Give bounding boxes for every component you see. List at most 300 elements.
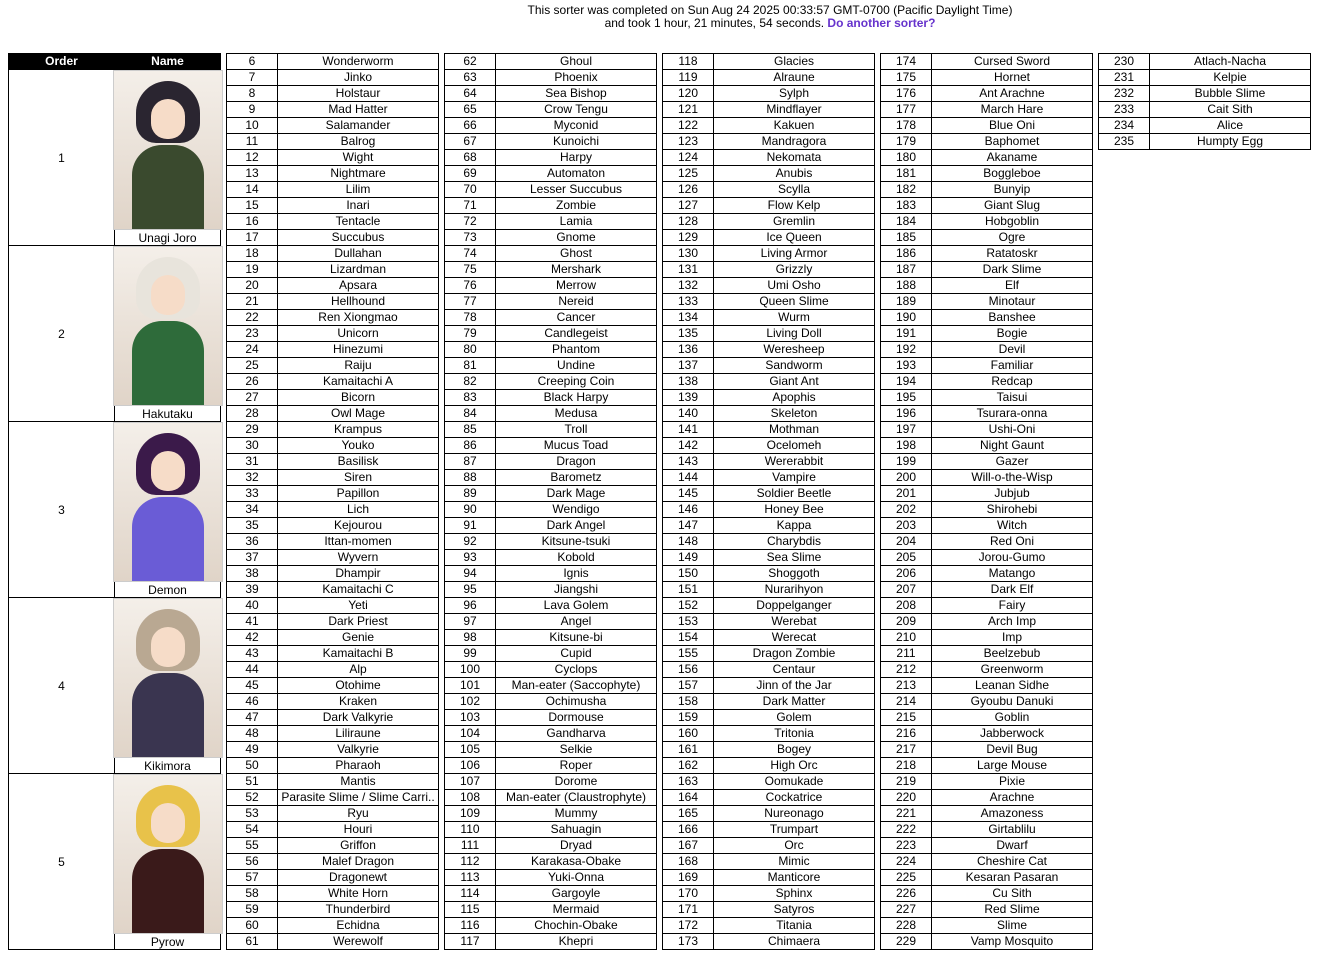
rank-number: 21 [227, 294, 278, 310]
table-row [881, 294, 1093, 310]
rank-number: 108 [445, 790, 496, 806]
rank-number: 17 [227, 230, 278, 246]
character-name: Oomukade [714, 774, 875, 790]
rank-number: 61 [227, 934, 278, 950]
table-row [445, 870, 657, 886]
character-name: Baphomet [932, 134, 1093, 150]
character-name: Jubjub [932, 486, 1093, 502]
rank-number: 34 [227, 502, 278, 518]
character-name: Ren Xiongmao [278, 310, 439, 326]
character-portrait [113, 70, 223, 230]
table-row [663, 870, 875, 886]
character-cell [115, 422, 221, 598]
character-name: Jorou-Gumo [932, 550, 1093, 566]
rank-number: 188 [881, 278, 932, 294]
table-row [445, 838, 657, 854]
rank-number: 126 [663, 182, 714, 198]
top-row [9, 774, 221, 950]
result-header [420, 4, 1120, 30]
character-name: Kamaitachi C [278, 582, 439, 598]
rank-number: 101 [445, 678, 496, 694]
table-row [445, 118, 657, 134]
character-name: Wurm [714, 310, 875, 326]
character-name: Apsara [278, 278, 439, 294]
rank-number: 72 [445, 214, 496, 230]
rank-number: 73 [445, 230, 496, 246]
rank-number: 158 [663, 694, 714, 710]
rank-number: 91 [445, 518, 496, 534]
table-row [663, 358, 875, 374]
top-row [9, 246, 221, 422]
rank-number: 214 [881, 694, 932, 710]
table-row [881, 230, 1093, 246]
face-shape [151, 803, 185, 843]
table-row [227, 934, 439, 950]
table-row [663, 758, 875, 774]
character-name: Elf [932, 278, 1093, 294]
rank-number: 133 [663, 294, 714, 310]
character-name: White Horn [278, 886, 439, 902]
character-name: High Orc [714, 758, 875, 774]
character-name: Krampus [278, 422, 439, 438]
rank-number: 116 [445, 918, 496, 934]
rank-number: 92 [445, 534, 496, 550]
table-row [445, 214, 657, 230]
rank-number: 43 [227, 646, 278, 662]
rank-number: 139 [663, 390, 714, 406]
table-row [881, 806, 1093, 822]
table-row [227, 310, 439, 326]
character-name: Karakasa-Obake [496, 854, 657, 870]
rank-number: 199 [881, 454, 932, 470]
character-name: Mothman [714, 422, 875, 438]
table-row [227, 694, 439, 710]
character-name: Sandworm [714, 358, 875, 374]
table-row [227, 614, 439, 630]
character-name: Chochin-Obake [496, 918, 657, 934]
character-name: Dhampir [278, 566, 439, 582]
character-name: Large Mouse [932, 758, 1093, 774]
character-name: Troll [496, 422, 657, 438]
another-sorter-link[interactable]: Do another sorter? [827, 16, 936, 30]
table-row [445, 774, 657, 790]
rank-number: 219 [881, 774, 932, 790]
rank-number: 75 [445, 262, 496, 278]
table-row [227, 230, 439, 246]
rank-number: 87 [445, 454, 496, 470]
rank-number: 8 [227, 86, 278, 102]
rank-number: 201 [881, 486, 932, 502]
character-name: Phoenix [496, 70, 657, 86]
rank-number: 54 [227, 822, 278, 838]
character-name: Owl Mage [278, 406, 439, 422]
table-row [881, 278, 1093, 294]
rank-number: 48 [227, 726, 278, 742]
rank-number: 49 [227, 742, 278, 758]
character-name: Otohime [278, 678, 439, 694]
table-row [881, 870, 1093, 886]
table-row [227, 262, 439, 278]
face-shape [151, 99, 185, 139]
table-row [663, 934, 875, 950]
rank-number: 154 [663, 630, 714, 646]
character-name: Red Oni [932, 534, 1093, 550]
rank-number: 37 [227, 550, 278, 566]
character-name: Ghoul [496, 54, 657, 70]
rank-number: 117 [445, 934, 496, 950]
rank-number: 84 [445, 406, 496, 422]
table-row [227, 342, 439, 358]
character-name: Satyros [714, 902, 875, 918]
character-name: Lich [278, 502, 439, 518]
character-name: Wyvern [278, 550, 439, 566]
character-name: Cockatrice [714, 790, 875, 806]
table-row [227, 86, 439, 102]
rank-number: 143 [663, 454, 714, 470]
rank-number: 130 [663, 246, 714, 262]
table-row [445, 934, 657, 950]
character-name: Dragonewt [278, 870, 439, 886]
rank-number: 121 [663, 102, 714, 118]
character-name: Amazoness [932, 806, 1093, 822]
rank-number: 196 [881, 406, 932, 422]
character-name: Harpy [496, 150, 657, 166]
character-name: Gyoubu Danuki [932, 694, 1093, 710]
rank-number: 78 [445, 310, 496, 326]
table-row [881, 326, 1093, 342]
table-row [1099, 102, 1311, 118]
table-row [663, 726, 875, 742]
name-header: Name [115, 54, 221, 70]
rank-number: 213 [881, 678, 932, 694]
table-row [445, 278, 657, 294]
character-name: Nekomata [714, 150, 875, 166]
table-row [227, 102, 439, 118]
character-name: Mandragora [714, 134, 875, 150]
rank-number: 13 [227, 166, 278, 182]
table-row [881, 390, 1093, 406]
character-name: Ignis [496, 566, 657, 582]
rank-number: 118 [663, 54, 714, 70]
character-name: Kobold [496, 550, 657, 566]
rank-number: 145 [663, 486, 714, 502]
character-name: Merrow [496, 278, 657, 294]
rank-number: 177 [881, 102, 932, 118]
table-row [227, 918, 439, 934]
rank-number: 169 [663, 870, 714, 886]
rank-number: 229 [881, 934, 932, 950]
rank-number: 110 [445, 822, 496, 838]
rank-number: 221 [881, 806, 932, 822]
table-row [227, 278, 439, 294]
table-row [445, 806, 657, 822]
table-row [445, 406, 657, 422]
rank-number: 164 [663, 790, 714, 806]
ranking-column-4 [880, 53, 1093, 950]
rank-number: 39 [227, 582, 278, 598]
character-name: Sea Slime [714, 550, 875, 566]
rank-number: 97 [445, 614, 496, 630]
character-name: Living Doll [714, 326, 875, 342]
character-name: Roper [496, 758, 657, 774]
character-name: Matango [932, 566, 1093, 582]
rank-number: 45 [227, 678, 278, 694]
character-name: Kakuen [714, 118, 875, 134]
table-row [227, 582, 439, 598]
table-row [227, 182, 439, 198]
table-row [881, 790, 1093, 806]
rank-number: 225 [881, 870, 932, 886]
character-name: Kappa [714, 518, 875, 534]
table-row [881, 822, 1093, 838]
table-row [663, 70, 875, 86]
character-name: Werewolf [278, 934, 439, 950]
character-name: Doppelganger [714, 598, 875, 614]
rank-number: 16 [227, 214, 278, 230]
rank-number: 28 [227, 406, 278, 422]
rank-number: 42 [227, 630, 278, 646]
character-name: Mad Hatter [278, 102, 439, 118]
rank-number: 50 [227, 758, 278, 774]
table-row [227, 742, 439, 758]
character-name: Hakutaku [142, 407, 193, 421]
face-shape [151, 627, 185, 667]
table-row [663, 534, 875, 550]
character-name: Mummy [496, 806, 657, 822]
rank-number: 234 [1099, 118, 1150, 134]
rank-number: 76 [445, 278, 496, 294]
character-portrait [113, 598, 223, 758]
rank-number: 47 [227, 710, 278, 726]
rank-number: 93 [445, 550, 496, 566]
character-name: Parasite Slime / Slime Carri.. [278, 790, 439, 806]
character-name: Minotaur [932, 294, 1093, 310]
character-name: Kunoichi [496, 134, 657, 150]
table-row [445, 758, 657, 774]
character-name: Banshee [932, 310, 1093, 326]
character-name: Raiju [278, 358, 439, 374]
character-name: Ocelomeh [714, 438, 875, 454]
character-name: Dark Valkyrie [278, 710, 439, 726]
table-row [663, 806, 875, 822]
outfit-shape [132, 145, 204, 230]
rank-number: 132 [663, 278, 714, 294]
character-name: Mucus Toad [496, 438, 657, 454]
table-row [663, 198, 875, 214]
character-name: Youko [278, 438, 439, 454]
rank-number: 6 [227, 54, 278, 70]
character-name: Undine [496, 358, 657, 374]
character-name: Pyrow [150, 935, 185, 949]
table-row [445, 630, 657, 646]
table-row [445, 582, 657, 598]
rank-number: 149 [663, 550, 714, 566]
rank-number: 185 [881, 230, 932, 246]
table-row [227, 454, 439, 470]
rank-number: 26 [227, 374, 278, 390]
rank-cell: 2 [9, 246, 115, 422]
table-row [227, 198, 439, 214]
rank-number: 162 [663, 758, 714, 774]
character-name: Shoggoth [714, 566, 875, 582]
character-name: Selkie [496, 742, 657, 758]
rank-number: 131 [663, 262, 714, 278]
table-row [227, 422, 439, 438]
table-row [663, 902, 875, 918]
rank-number: 22 [227, 310, 278, 326]
character-name: Familiar [932, 358, 1093, 374]
character-name: Salamander [278, 118, 439, 134]
table-row [445, 166, 657, 182]
table-row [227, 294, 439, 310]
table-row [663, 838, 875, 854]
character-name: Werebat [714, 614, 875, 630]
rank-number: 163 [663, 774, 714, 790]
table-row [663, 406, 875, 422]
character-name: Cupid [496, 646, 657, 662]
character-name: Titania [714, 918, 875, 934]
rank-number: 24 [227, 342, 278, 358]
rank-number: 80 [445, 342, 496, 358]
character-name: Ushi-Oni [932, 422, 1093, 438]
character-name: Basilisk [278, 454, 439, 470]
character-name: Griffon [278, 838, 439, 854]
rank-number: 35 [227, 518, 278, 534]
rank-number: 40 [227, 598, 278, 614]
table-row [445, 230, 657, 246]
rank-number: 137 [663, 358, 714, 374]
character-name: Bubble Slime [1150, 86, 1311, 102]
table-row [663, 502, 875, 518]
table-row [227, 438, 439, 454]
table-row [227, 902, 439, 918]
character-portrait [113, 246, 223, 406]
rank-number: 62 [445, 54, 496, 70]
table-row [663, 294, 875, 310]
rank-number: 148 [663, 534, 714, 550]
rank-number: 98 [445, 630, 496, 646]
character-name: Khepri [496, 934, 657, 950]
character-name: Kamaitachi A [278, 374, 439, 390]
character-name: Nureonago [714, 806, 875, 822]
character-name: Candlegeist [496, 326, 657, 342]
character-name: Sphinx [714, 886, 875, 902]
character-name: Yuki-Onna [496, 870, 657, 886]
rank-number: 64 [445, 86, 496, 102]
rank-number: 200 [881, 470, 932, 486]
character-name: Living Armor [714, 246, 875, 262]
table-row [227, 518, 439, 534]
table-row [445, 422, 657, 438]
table-row [445, 486, 657, 502]
character-name: Pharaoh [278, 758, 439, 774]
rank-number: 202 [881, 502, 932, 518]
table-row [663, 454, 875, 470]
ranking-column-3 [662, 53, 875, 950]
rank-number: 189 [881, 294, 932, 310]
table-row [445, 726, 657, 742]
character-name: Automaton [496, 166, 657, 182]
rank-number: 151 [663, 582, 714, 598]
character-name: March Hare [932, 102, 1093, 118]
character-name: Hobgoblin [932, 214, 1093, 230]
table-row [663, 422, 875, 438]
rank-number: 59 [227, 902, 278, 918]
rank-number: 67 [445, 134, 496, 150]
table-row [227, 550, 439, 566]
table-row [881, 678, 1093, 694]
character-name: Goblin [932, 710, 1093, 726]
rank-number: 86 [445, 438, 496, 454]
table-row [227, 406, 439, 422]
table-row [663, 774, 875, 790]
table-row [227, 598, 439, 614]
character-name: Kesaran Pasaran [932, 870, 1093, 886]
table-row [881, 406, 1093, 422]
rank-number: 215 [881, 710, 932, 726]
character-name: Cheshire Cat [932, 854, 1093, 870]
table-row [663, 390, 875, 406]
rank-number: 166 [663, 822, 714, 838]
table-row [663, 662, 875, 678]
character-name: Beelzebub [932, 646, 1093, 662]
table-row [227, 534, 439, 550]
rank-number: 99 [445, 646, 496, 662]
rank-number: 144 [663, 470, 714, 486]
table-row [881, 566, 1093, 582]
character-name: Dark Matter [714, 694, 875, 710]
table-row [663, 102, 875, 118]
rank-number: 96 [445, 598, 496, 614]
rank-number: 68 [445, 150, 496, 166]
table-row [227, 214, 439, 230]
character-name: Kikimora [144, 759, 191, 773]
rank-number: 208 [881, 598, 932, 614]
character-name: Gargoyle [496, 886, 657, 902]
rank-number: 187 [881, 262, 932, 278]
rank-number: 71 [445, 198, 496, 214]
table-row [663, 326, 875, 342]
rank-number: 152 [663, 598, 714, 614]
table-row [227, 118, 439, 134]
rank-number: 63 [445, 70, 496, 86]
table-row [663, 518, 875, 534]
table-row [881, 438, 1093, 454]
character-name: Valkyrie [278, 742, 439, 758]
rank-number: 173 [663, 934, 714, 950]
rank-number: 175 [881, 70, 932, 86]
table-row [881, 86, 1093, 102]
rank-number: 94 [445, 566, 496, 582]
character-name: Fairy [932, 598, 1093, 614]
table-row [227, 358, 439, 374]
outfit-shape [132, 321, 204, 406]
table-row [663, 646, 875, 662]
rank-number: 218 [881, 758, 932, 774]
character-name: Tritonia [714, 726, 875, 742]
table-row [663, 214, 875, 230]
character-name: Witch [932, 518, 1093, 534]
character-name: Dwarf [932, 838, 1093, 854]
table-row [445, 246, 657, 262]
character-name: Kitsune-bi [496, 630, 657, 646]
table-row [663, 918, 875, 934]
top-row [9, 422, 221, 598]
character-name: Dark Slime [932, 262, 1093, 278]
table-row [227, 566, 439, 582]
rank-number: 194 [881, 374, 932, 390]
rank-number: 9 [227, 102, 278, 118]
